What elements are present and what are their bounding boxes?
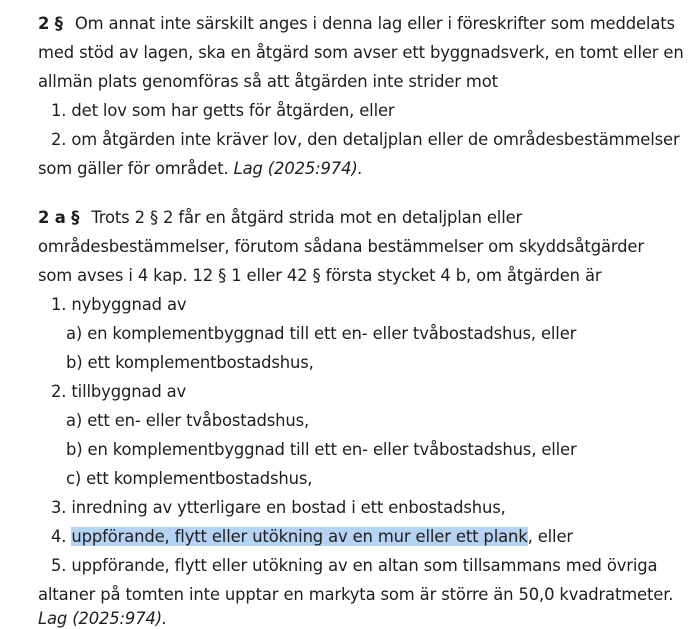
- section-2-number: 2 §: [38, 14, 63, 33]
- section-2-item-2-continuation: [38, 159, 363, 179]
- section-2a-item-2: 2. tillbyggnad av: [51, 382, 187, 401]
- section-2a-line-3: som avses i 4 kap. 12 § 1 eller 42 § första stycket 4 b, om åtgärden är: [38, 266, 602, 285]
- section-2a-item-2b: b) en komplementbyggnad till ett en- eller tvåbostadshus, eller: [66, 440, 577, 459]
- section-2-line-2: med stöd av lagen, ska en åtgärd som avser ett byggnadsverk, en tomt eller en: [38, 43, 684, 62]
- section-2-item-2: 2. om åtgärden inte kräver lov, den detaljplan eller de områdesbestämmelser: [51, 130, 680, 149]
- section-2a-item-1: 1. nybyggnad av: [51, 295, 187, 314]
- selected-text-highlight[interactable]: uppförande, flytt eller utökning av en mur eller ett plank: [71, 527, 528, 546]
- section-2a-item-5-continuation: altaner på tomten inte upptar en markyta som är större än 50,0 kvadratmeter.: [38, 585, 674, 604]
- section-2-line-1: [38, 14, 675, 34]
- section-2-line-3: allmän plats genomföras så att åtgärden inte strider mot: [38, 72, 498, 91]
- section-2a-item-5: 5. uppförande, flytt eller utökning av en altan som tillsammans med övriga: [51, 556, 658, 575]
- section-2-reference: Lag (2025:974).: [233, 159, 363, 178]
- section-2-item-1: 1. det lov som har getts för åtgärden, eller: [51, 101, 395, 120]
- section-2a-reference: Lag (2025:974).: [38, 609, 168, 628]
- section-2a-item-4-rest: , eller: [527, 527, 573, 546]
- section-2a-item-2a: a) ett en- eller tvåbostadshus,: [66, 411, 310, 430]
- section-2-text-1: Om annat inte särskilt anges i denna lag eller i föreskrifter som meddelats: [74, 14, 675, 33]
- section-2a-item-4[interactable]: [51, 527, 573, 547]
- section-2-continuation-text: som gäller för området.: [38, 159, 229, 178]
- section-2a-item-1a: a) en komplementbyggnad till ett en- eller tvåbostadshus, eller: [66, 324, 577, 343]
- section-2a-line-1: [38, 208, 522, 228]
- section-2a-number: 2 a §: [38, 208, 80, 227]
- section-2a-text-1: Trots 2 § 2 får en åtgärd strida mot en detaljplan eller: [91, 208, 523, 227]
- section-2a-item-1b: b) ett komplementbostadshus,: [66, 353, 314, 372]
- section-2a-item-3: 3. inredning av ytterligare en bostad i ett enbostadshus,: [51, 498, 506, 517]
- section-2a-item-2c: c) ett komplementbostadshus,: [66, 469, 313, 488]
- section-2a-item-4-number: 4.: [51, 527, 67, 546]
- section-2a-line-2: områdesbestämmelser, förutom sådana bestämmelser om skyddsåtgärder: [38, 237, 644, 256]
